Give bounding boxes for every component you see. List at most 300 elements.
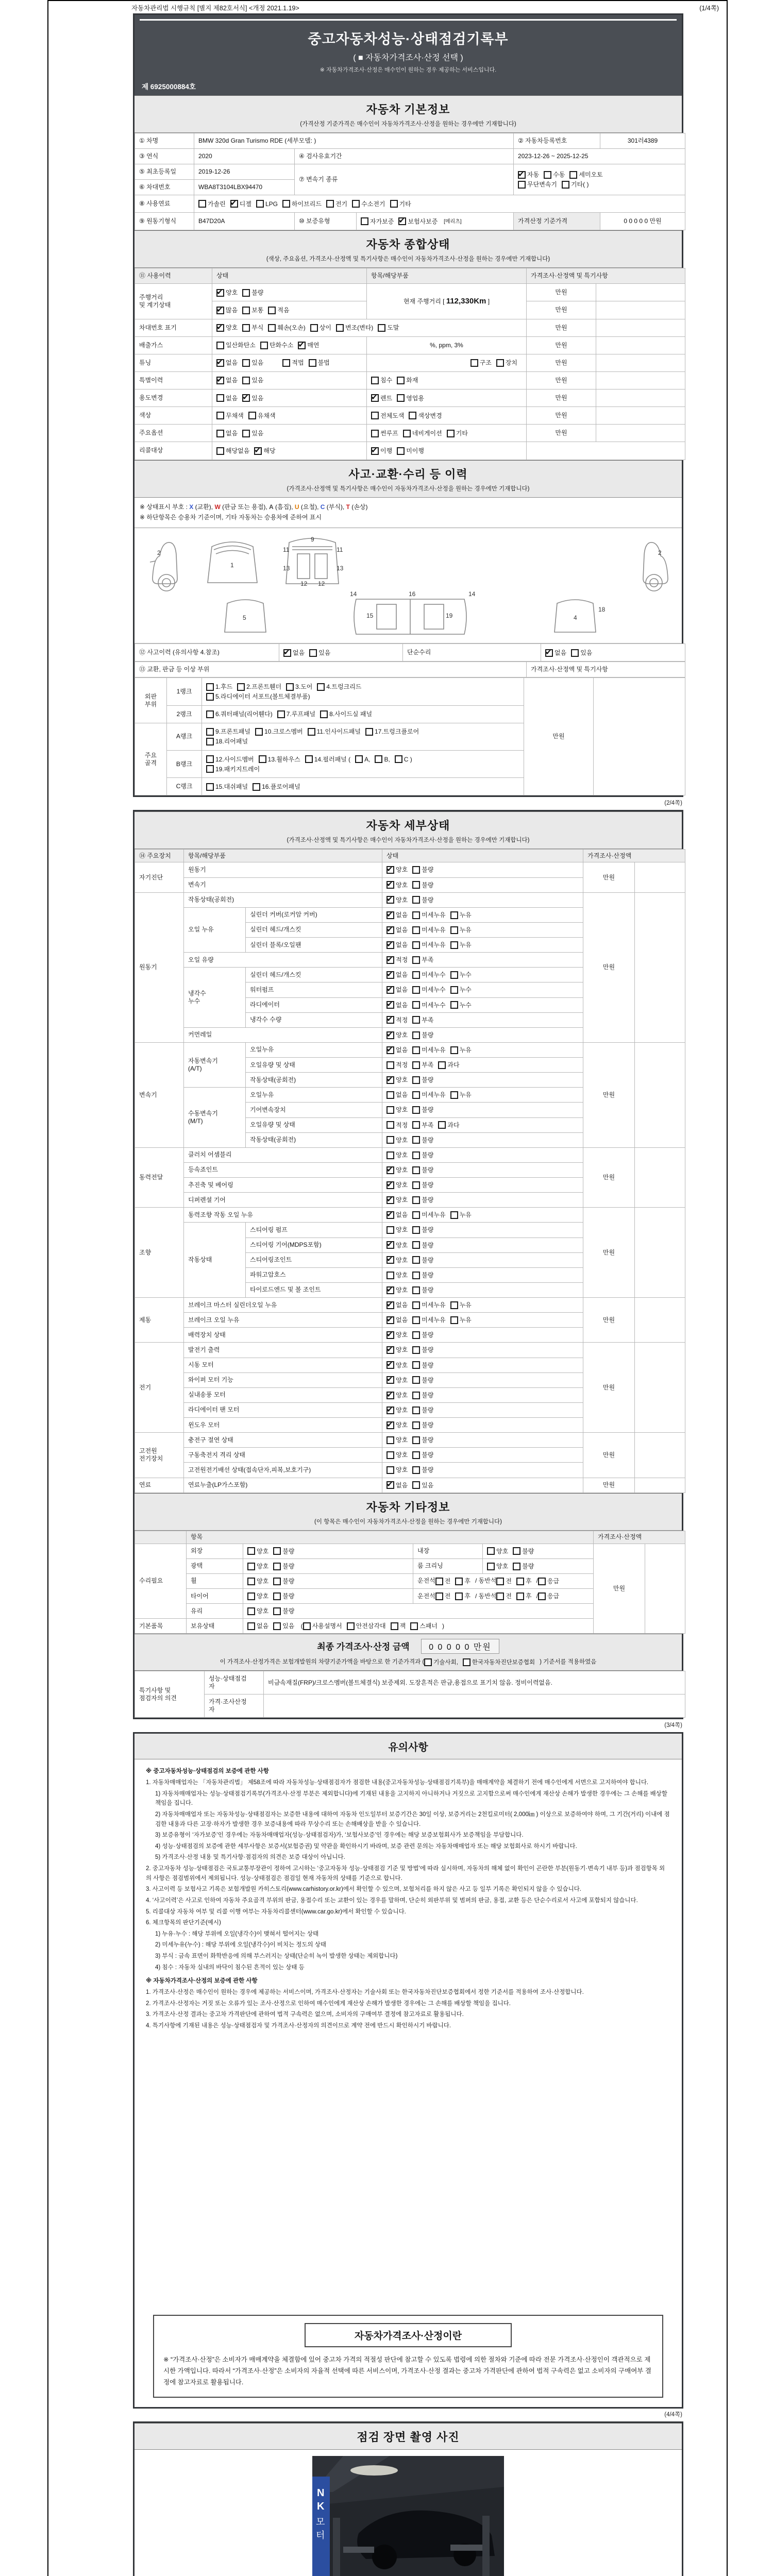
checkbox-option [242,394,263,403]
checkbox[interactable] [248,412,256,419]
checkbox[interactable] [516,1592,524,1600]
checkbox-option [386,1121,408,1130]
checkbox[interactable] [412,1406,420,1414]
checkbox-label: 불량 [282,1607,295,1615]
checkbox[interactable] [255,728,263,736]
checkbox[interactable] [256,200,264,208]
checkbox[interactable] [386,971,394,979]
checkbox[interactable] [412,1166,420,1174]
checkbox-label: 불량 [522,1547,534,1555]
checkbox[interactable] [386,896,394,904]
checkbox[interactable] [386,956,394,964]
checkbox[interactable] [412,956,420,964]
checkbox-option [496,1591,512,1601]
notice-line: 1) 자동차매매업자는 성능·상태점검기록부(가격조사·산정 부분은 제외합니다)에 기재된 내용을 고지하지 아니하거나 거짓으로 고지함으로써 매수인에게 재산상 손해가 발생한 경우에는 그 손해를 배상할 책임을 집니다. [155,1790,667,1807]
cell: 실린더 헤드/개스킷 [246,968,382,982]
checkbox[interactable] [545,649,553,657]
cell: 차대번호 표기 [135,319,212,336]
checkbox[interactable] [544,171,551,179]
checkbox[interactable] [216,394,224,402]
checkbox[interactable] [386,1451,394,1459]
checkbox[interactable] [487,1547,495,1555]
checkbox[interactable] [435,1592,443,1600]
checkbox[interactable] [450,1001,458,1009]
checkbox[interactable] [450,911,458,919]
cell [382,1387,583,1402]
checkbox[interactable] [371,394,379,402]
checkbox-label: 불량 [422,1286,434,1294]
checkbox[interactable] [409,412,416,419]
checkbox[interactable] [538,1578,546,1585]
checkbox[interactable] [386,1481,394,1489]
checkbox[interactable] [216,342,224,349]
checkbox[interactable] [496,359,504,367]
checkbox[interactable] [412,1046,420,1054]
checkbox-label: 없음 [257,1622,269,1630]
checkbox[interactable] [412,1481,420,1489]
cell [596,354,685,371]
checkbox[interactable] [386,926,394,934]
checkbox[interactable] [412,1076,420,1084]
checkbox[interactable] [310,324,318,332]
section-etc-header [135,1493,682,1531]
checkbox[interactable] [397,394,405,402]
checkbox[interactable] [361,217,368,225]
checkbox-label: 양호 [396,1241,408,1249]
checkbox[interactable] [397,447,405,455]
checkbox[interactable] [412,1301,420,1309]
checkbox-option [386,1045,408,1055]
cell [635,1147,685,1208]
checkbox-label: 후 [526,1592,532,1600]
checkbox[interactable] [412,1376,420,1384]
checkbox[interactable] [283,649,291,657]
cell [382,1252,583,1267]
cell: 만원 [583,1208,635,1298]
checkbox[interactable] [412,1211,420,1219]
checkbox[interactable] [216,289,224,297]
checkbox[interactable] [371,377,379,384]
checkbox[interactable] [455,1578,463,1585]
checkbox[interactable] [386,1376,394,1384]
checkbox[interactable] [412,1061,420,1069]
checkbox-label: 양호 [496,1562,509,1570]
cell [212,442,367,460]
checkbox[interactable] [450,986,458,994]
checkbox-option [386,1435,408,1445]
checkbox[interactable] [198,200,206,208]
checkbox-label: 8.사이드실 패널 [329,710,373,718]
cell [382,1132,583,1147]
checkbox-option [496,1577,512,1586]
status-code: W [214,503,221,511]
checkbox[interactable] [412,1091,420,1099]
checkbox[interactable] [516,1578,524,1585]
section-basic-header [135,95,682,133]
checkbox-label: LPG [265,200,278,208]
checkbox[interactable] [569,171,577,179]
checkbox[interactable] [412,1346,420,1354]
checkbox[interactable] [273,1622,281,1630]
cell: %, ppm, 3% [367,336,527,354]
checkbox-label: 누유 [459,926,472,934]
checkbox[interactable] [375,755,382,763]
cell: 만원 [583,892,635,1042]
checkbox[interactable] [386,866,394,874]
checkbox-option [317,682,361,692]
checkbox[interactable] [412,1421,420,1429]
cell [279,644,403,662]
checkbox[interactable] [386,941,394,949]
checkbox[interactable] [386,1151,394,1159]
checkbox[interactable] [412,1436,420,1444]
checkbox[interactable] [309,649,317,657]
checkbox-option [412,1391,433,1400]
checkbox[interactable] [496,1592,504,1600]
checkbox[interactable] [438,1061,446,1069]
checkbox[interactable] [470,359,478,367]
checkbox[interactable] [412,1136,420,1144]
checkbox[interactable] [206,728,214,736]
checkbox[interactable] [206,765,214,773]
checkbox[interactable] [216,430,224,437]
checkbox[interactable] [412,866,420,874]
checkbox[interactable] [273,1547,281,1555]
checkbox[interactable] [450,1211,458,1219]
checkbox[interactable] [412,1121,420,1129]
checkbox[interactable] [386,1256,394,1264]
checkbox[interactable] [496,1578,504,1585]
status-code: T [346,503,350,511]
checkbox[interactable] [412,1451,420,1459]
checkbox-option [412,1376,433,1385]
checkbox[interactable] [412,896,420,904]
checkbox[interactable] [206,738,214,745]
checkbox-option [412,1361,433,1370]
checkbox[interactable] [247,1592,255,1600]
svg-text:모: 모 [316,2517,325,2527]
page-mark-1: (1/4쪽) [699,5,719,12]
checkbox[interactable] [206,710,214,718]
checkbox[interactable] [242,307,250,314]
checkbox[interactable] [336,324,344,332]
cell [367,284,527,319]
checkbox[interactable] [386,1316,394,1324]
checkbox[interactable] [216,307,224,314]
svg-text:4: 4 [574,614,577,622]
checkbox[interactable] [253,783,260,791]
cell [413,1573,594,1588]
checkbox[interactable] [347,1622,355,1630]
checkbox[interactable] [386,1076,394,1084]
checkbox[interactable] [450,971,458,979]
checkbox[interactable] [571,649,579,657]
checkbox[interactable] [273,1578,281,1585]
checkbox[interactable] [286,683,294,691]
checkbox[interactable] [247,1622,255,1630]
checkbox-option [206,682,232,692]
checkbox-label: 있음 [422,1481,434,1489]
checkbox[interactable] [247,1607,255,1615]
checkbox[interactable] [450,941,458,949]
checkbox[interactable] [298,342,306,349]
checkbox[interactable] [412,941,420,949]
checkbox[interactable] [309,359,316,367]
checkbox[interactable] [386,1001,394,1009]
checkbox[interactable] [412,1016,420,1024]
checkbox[interactable] [216,359,224,367]
cell [243,1604,594,1619]
checkbox[interactable] [412,986,420,994]
checkbox-option [386,1361,408,1370]
checkbox[interactable] [463,1658,470,1666]
checkbox[interactable] [282,200,290,208]
checkbox-option [206,755,254,765]
svg-text:13: 13 [283,565,290,572]
checkbox[interactable] [326,200,334,208]
checkbox[interactable] [386,1136,394,1144]
checkbox[interactable] [386,1166,394,1174]
checkbox-option [386,1210,408,1220]
checkbox[interactable] [450,1046,458,1054]
checkbox[interactable] [455,1592,463,1600]
checkbox[interactable] [386,911,394,919]
checkbox[interactable] [412,881,420,889]
checkbox[interactable] [386,1421,394,1429]
checkbox-label: 없음 [396,926,408,934]
checkbox[interactable] [391,1622,398,1630]
checkbox[interactable] [386,1466,394,1474]
checkbox[interactable] [397,377,405,384]
checkbox[interactable] [268,307,276,314]
checkbox[interactable] [230,200,238,208]
checkbox[interactable] [518,181,526,189]
final-price-amount: 0 0 0 0 0 만원 [421,1639,499,1654]
checkbox[interactable] [562,181,569,189]
checkbox-label: 양호 [396,1181,408,1189]
checkbox[interactable] [518,171,526,179]
checkbox[interactable] [355,755,363,763]
checkbox[interactable] [450,1091,458,1099]
checkbox[interactable] [412,1256,420,1264]
checkbox[interactable] [386,986,394,994]
checkbox[interactable] [412,1272,420,1279]
checkbox[interactable] [242,289,250,297]
checkbox[interactable] [386,1331,394,1339]
svg-text:18: 18 [598,606,606,614]
checkbox[interactable] [412,911,420,919]
checkbox[interactable] [386,1286,394,1294]
cell [202,751,524,778]
checkbox[interactable] [352,200,360,208]
text: 112,330Km [446,297,486,306]
checkbox[interactable] [259,755,266,763]
checkbox[interactable] [398,217,406,225]
cell [635,1042,685,1147]
checkbox[interactable] [247,1547,255,1555]
checkbox[interactable] [242,359,250,367]
checkbox[interactable] [412,1226,420,1234]
checkbox[interactable] [412,1106,420,1114]
checkbox[interactable] [386,1436,394,1444]
svg-text:1: 1 [230,562,234,569]
checkbox-option [347,1621,386,1631]
checkbox[interactable] [412,1031,420,1039]
cell: 윈도우 모터 [184,1418,382,1433]
checkbox[interactable] [447,430,455,437]
checkbox-label: 부족 [422,1121,434,1129]
cell: 비금속재질(FRP)/크로스멤버(볼트체결식) 보증제외. 도장흔적은 판금,용접으로 표기치 않음. 정비이력없음. [264,1671,685,1694]
checkbox[interactable] [206,755,214,763]
checkbox[interactable] [365,728,373,736]
checkbox[interactable] [386,1031,394,1039]
checkbox[interactable] [450,1301,458,1309]
cell [382,1372,583,1387]
cell: 작동상태(공회전) [184,892,382,907]
checkbox[interactable] [303,1622,311,1630]
checkbox[interactable] [242,430,250,437]
checkbox[interactable] [216,447,224,455]
checkbox[interactable] [386,1196,394,1204]
checkbox[interactable] [412,1316,420,1324]
checkbox[interactable] [371,447,379,455]
checkbox[interactable] [260,342,268,349]
checkbox[interactable] [424,1658,432,1666]
checkbox-option [242,306,263,315]
checkbox-option [412,1165,433,1175]
checkbox[interactable] [386,1181,394,1189]
checkbox[interactable] [378,324,385,332]
checkbox[interactable] [247,1578,255,1585]
cell: 작동상태(공회전) [246,1073,382,1088]
checkbox[interactable] [412,1196,420,1204]
checkbox[interactable] [412,926,420,934]
cell: A랭크 [167,723,202,750]
checkbox[interactable] [242,377,250,384]
checkbox[interactable] [273,1563,281,1570]
checkbox[interactable] [412,1241,420,1249]
cell: 디퍼렌셜 기어 [184,1193,382,1208]
checkbox[interactable] [412,1331,420,1339]
checkbox-option [513,1547,534,1556]
checkbox[interactable] [403,430,411,437]
checkbox[interactable] [216,324,224,332]
checkbox-label: 양호 [396,866,408,874]
checkbox-option [412,1481,433,1490]
checkbox[interactable] [242,394,250,402]
checkbox-label: 불량 [422,1166,434,1174]
checkbox[interactable] [305,755,313,763]
checkbox[interactable] [386,1106,394,1114]
checkbox[interactable] [412,1001,420,1009]
checkbox-label: 불량 [422,1271,434,1279]
checkbox[interactable] [513,1547,520,1555]
checkbox[interactable] [371,412,379,419]
checkbox[interactable] [487,1563,495,1570]
header-cell: ⑪ 사용이력 [135,268,212,284]
checkbox[interactable] [247,1563,255,1570]
checkbox[interactable] [386,1361,394,1369]
checkbox[interactable] [412,1361,420,1369]
checkbox[interactable] [242,324,250,332]
checkbox[interactable] [513,1563,520,1570]
checkbox[interactable] [390,200,398,208]
checkbox[interactable] [206,693,214,701]
checkbox[interactable] [538,1592,546,1600]
checkbox[interactable] [435,1578,443,1585]
checkbox[interactable] [450,926,458,934]
checkbox[interactable] [412,1151,420,1159]
page-block-4 [133,2421,683,2576]
checkbox[interactable] [410,1622,418,1630]
checkbox[interactable] [371,430,379,437]
checkbox[interactable] [412,1181,420,1189]
checkbox[interactable] [237,683,245,691]
checkbox[interactable] [412,971,420,979]
checkbox[interactable] [386,1241,394,1249]
checkbox[interactable] [320,710,328,718]
document-title-box [135,15,682,95]
checkbox[interactable] [317,683,325,691]
checkbox[interactable] [386,1046,394,1054]
checkbox[interactable] [386,1226,394,1234]
checkbox[interactable] [386,1121,394,1129]
checkbox-option [247,1547,268,1556]
checkbox[interactable] [206,783,214,791]
checkbox[interactable] [386,1211,394,1219]
section-etc-title: 자동차 기타정보 [366,1500,450,1514]
checkbox[interactable] [386,1091,394,1099]
checkbox[interactable] [216,412,224,419]
checkbox-option [412,1315,445,1325]
checkbox[interactable] [386,1392,394,1399]
checkbox[interactable] [386,881,394,889]
checkbox[interactable] [386,1016,394,1024]
checkbox-label: 누유 [459,1091,472,1099]
checkbox[interactable] [412,1392,420,1399]
checkbox[interactable] [206,683,214,691]
checkbox[interactable] [412,1466,420,1474]
checkbox[interactable] [386,1406,394,1414]
checkbox-label: 양호 [396,1406,408,1414]
checkbox-option [412,1060,433,1070]
checkbox[interactable] [395,755,402,763]
checkbox[interactable] [450,1316,458,1324]
checkbox[interactable] [282,359,290,367]
checkbox[interactable] [412,1286,420,1294]
checkbox[interactable] [386,1301,394,1309]
checkbox[interactable] [273,1607,281,1615]
cell [514,164,685,195]
checkbox[interactable] [386,1272,394,1279]
cell [212,371,367,389]
checkbox-option [260,341,293,350]
checkbox[interactable] [273,1592,281,1600]
checkbox[interactable] [268,324,276,332]
checkbox-label: 불법 [317,359,330,367]
checkbox[interactable] [216,377,224,384]
checkbox[interactable] [386,1061,394,1069]
section-overall-title: 자동차 종합상태 [366,238,450,251]
symbol-note-line1: ※ 상태표시 부호 : X (교환), W (판금 또는 용접), A (흠집), U (요철), C (부식), T (손상) [140,503,368,511]
checkbox[interactable] [277,710,285,718]
checkbox[interactable] [308,728,315,736]
checkbox-label: 18.리어패널 [215,738,248,745]
checkbox-label: 없음 [396,986,408,994]
checkbox[interactable] [438,1121,446,1129]
checkbox[interactable] [386,1346,394,1354]
checkbox[interactable] [254,447,262,455]
